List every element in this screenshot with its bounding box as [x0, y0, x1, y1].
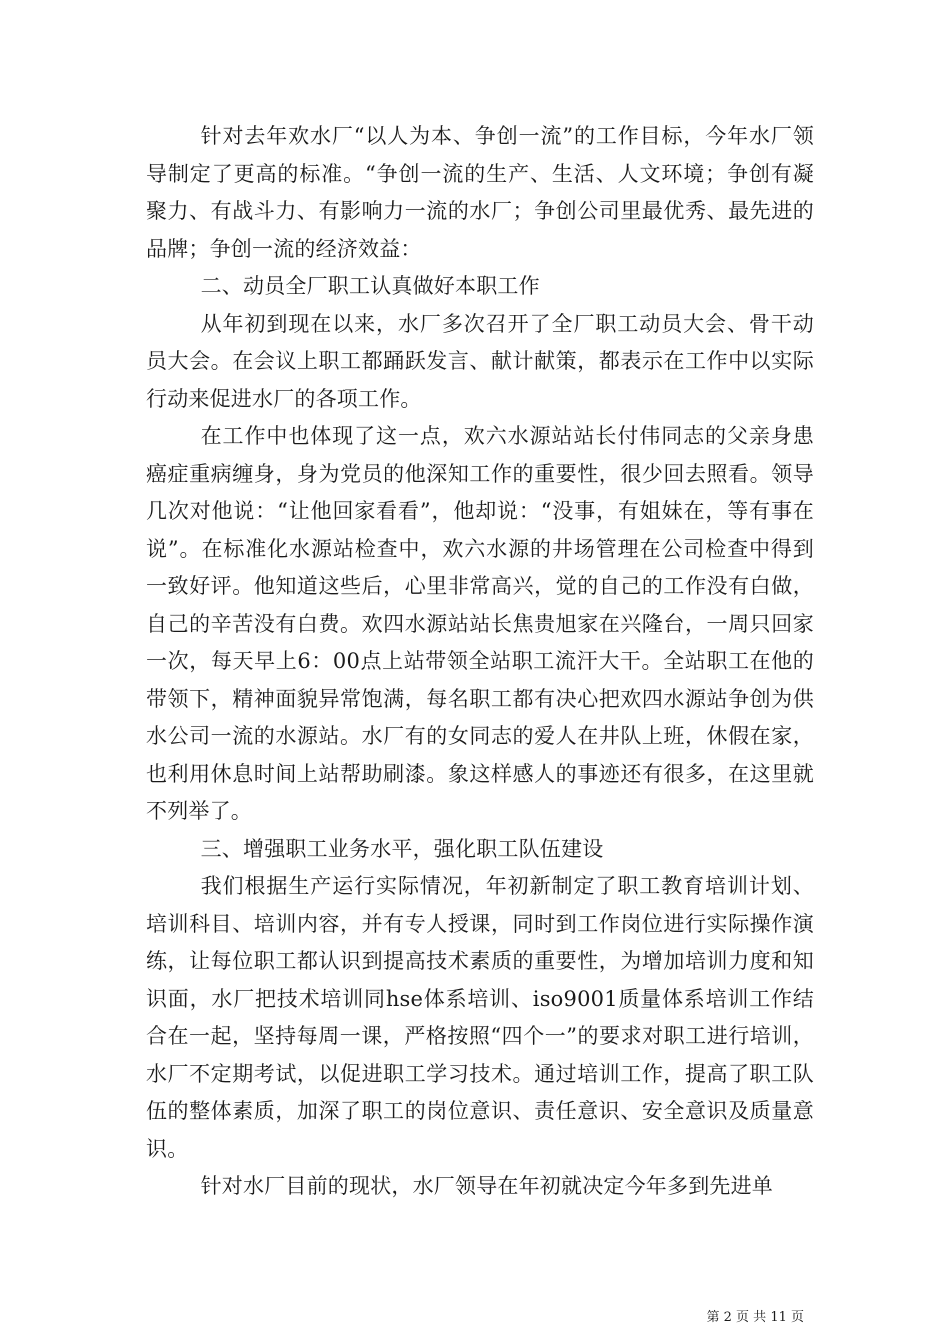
document-body: [146, 118, 814, 1206]
paragraph-training: 我们根据生产运行实际情况，年初新制定了职工教育培训计划、培训科目、培训内容，并有专人授课，同时到工作岗位进行实际操作演练，让每位职工都认识到提高技术素质的重要性，为增加培训力度和知识面，水厂把技术培训同hse体系培训、iso9001质量体系培训工作结合在一起，坚持每周一课，严格按照“四个一”的要求对职工进行培训，水厂不定期考试，以促进职工学习技术。通过培训工作，提高了职工队伍的整体素质，加深了职工的岗位意识、责任意识、安全意识及质量意识。: [146, 874, 814, 1161]
paragraph-examples: 在工作中也体现了这一点，欢六水源站站长付伟同志的父亲身患癌症重病缠身，身为党员的他深知工作的重要性，很少回去照看。领导几次对他说：“让他回家看看”，他却说：“没事，有姐妹在，等有事在说”。在标准化水源站检查中，欢六水源的井场管理在公司检查中得到一致好评。他知道这些后，心里非常高兴，觉的自己的工作没有白做，自己的辛苦没有白费。欢四水源站站长焦贵旭家在兴隆台，一周只回家一次，每天早上6：00点上站带领全站职工流汗大干。全站职工在他的带领下，精神面貌异常饱满，每名职工都有决心把欢四水源站争创为供水公司一流的水源站。水厂有的女同志的爱人在井队上班，休假在家，也利用休息时间上站帮助刷漆。象这样感人的事迹还有很多，在这里就不列举了。: [146, 424, 814, 823]
paragraph-current-status: 针对水厂目前的现状，水厂领导在年初就决定今年多到先进单: [200, 1174, 773, 1198]
section-heading-training: 三、增强职工业务水平，强化职工队伍建设: [200, 836, 604, 861]
page-number-footer: 第 2 页 共 11 页: [706, 1310, 804, 1325]
paragraph-meetings: 从年初到现在以来，水厂多次召开了全厂职工动员大会、骨干动员大会。在会议上职工都踊跃发言、献计献策，都表示在工作中以实际行动来促进水厂的各项工作。: [146, 311, 814, 411]
paragraph-goals: 针对去年欢水厂“以人为本、争创一流”的工作目标，今年水厂领导制定了更高的标准。“争创一流的生产、生活、人文环境；争创有凝聚力、有战斗力、有影响力一流的水厂；争创公司里最优秀、最先进的品牌；争创一流的经济效益：: [146, 124, 814, 261]
section-heading-mobilize: 二、动员全厂职工认真做好本职工作: [200, 274, 540, 298]
